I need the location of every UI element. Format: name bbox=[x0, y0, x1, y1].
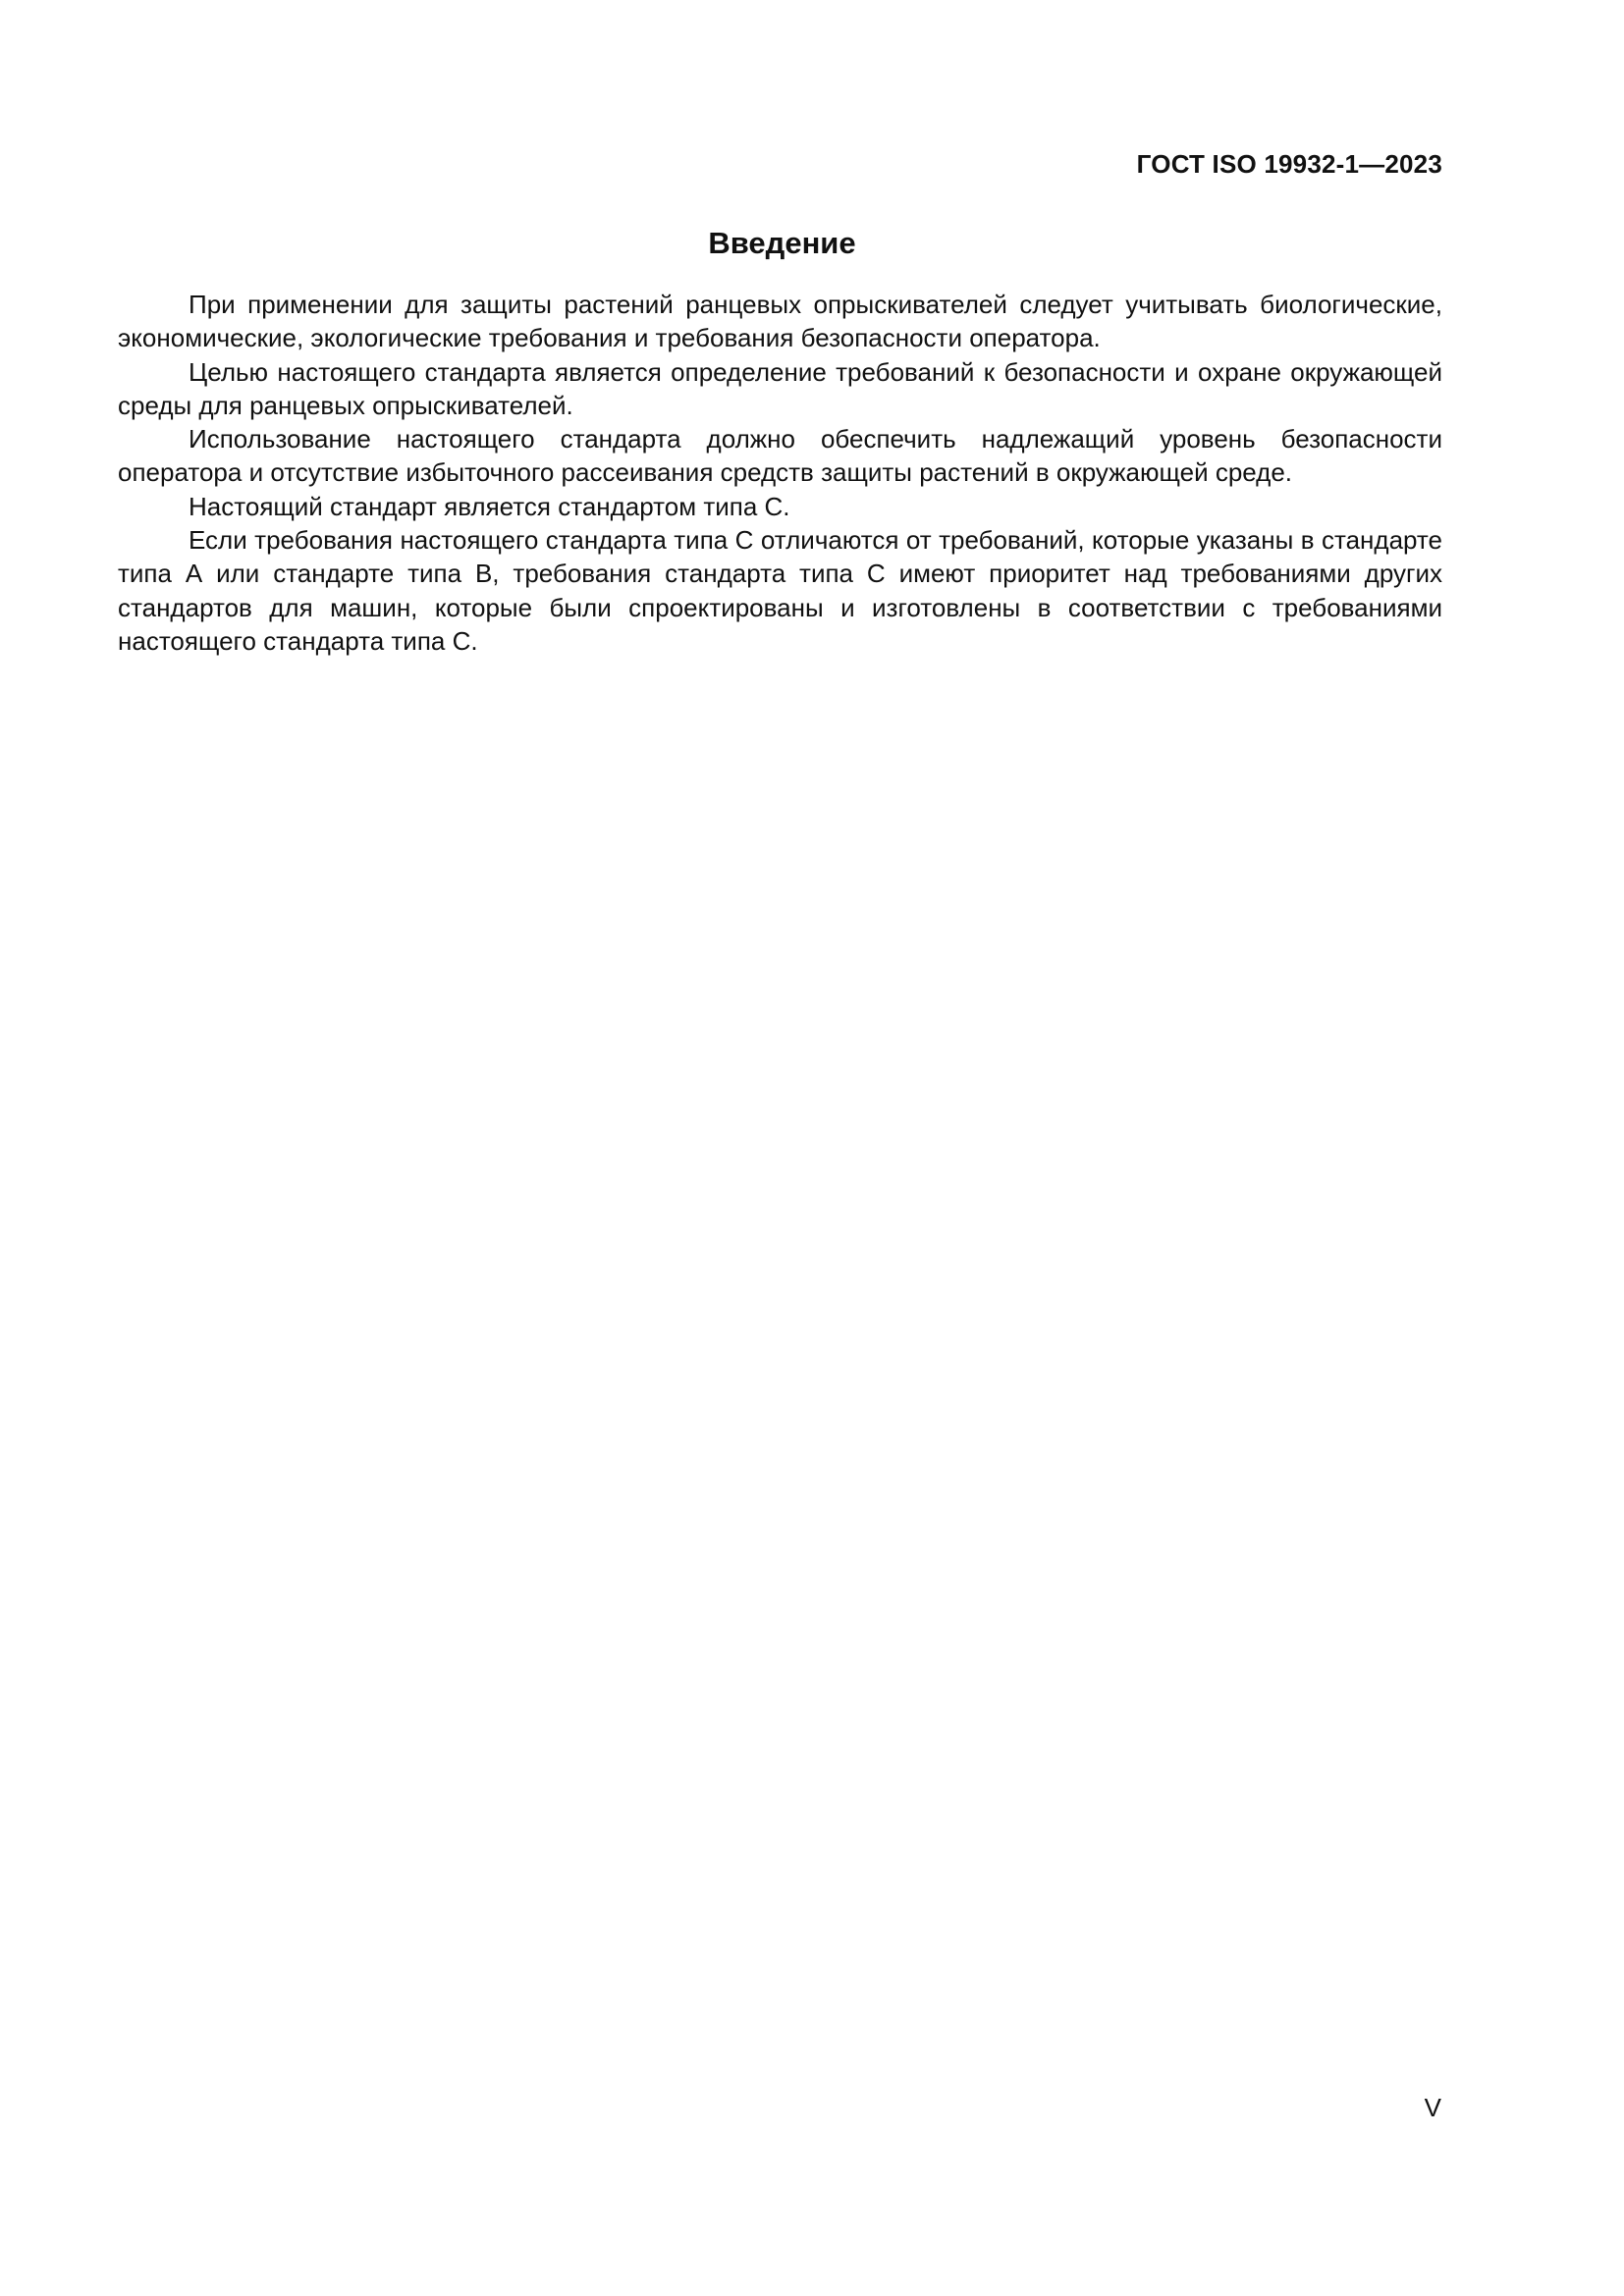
paragraph-4: Настоящий стандарт является стандартом типа С. bbox=[189, 491, 790, 521]
paragraph-2: Целью настоящего стандарта является определение требований к безопасности и охране окружающей среды для ранцевых опрыскивателей. bbox=[118, 356, 1442, 420]
paragraph-5: Если требования настоящего стандарта типа С отличаются от требований, которые указаны в стандарте типа А или стандарте типа В, требования стандарта типа С имеют приоритет над требованиями других стандартов для машин, которые были спроектированы и изготовлены в соответствии с требованиями настоящего стандарта типа С. bbox=[118, 525, 1442, 656]
introduction-body bbox=[118, 288, 1442, 658]
document-code-header: ГОСТ ISO 19932-1—2023 bbox=[1136, 149, 1442, 179]
section-title: Введение bbox=[708, 226, 856, 260]
paragraph-1: При применении для защиты растений ранцевых опрыскивателей следует учитывать биологические, экономические, экологические требования и требования безопасности оператора. bbox=[118, 290, 1442, 353]
page-number: V bbox=[1424, 2093, 1441, 2122]
paragraph-3: Использование настоящего стандарта должно обеспечить надлежащий уровень безопасности оператора и отсутствие избыточного рассеивания средств защиты растений в окружающей среде. bbox=[118, 424, 1442, 488]
